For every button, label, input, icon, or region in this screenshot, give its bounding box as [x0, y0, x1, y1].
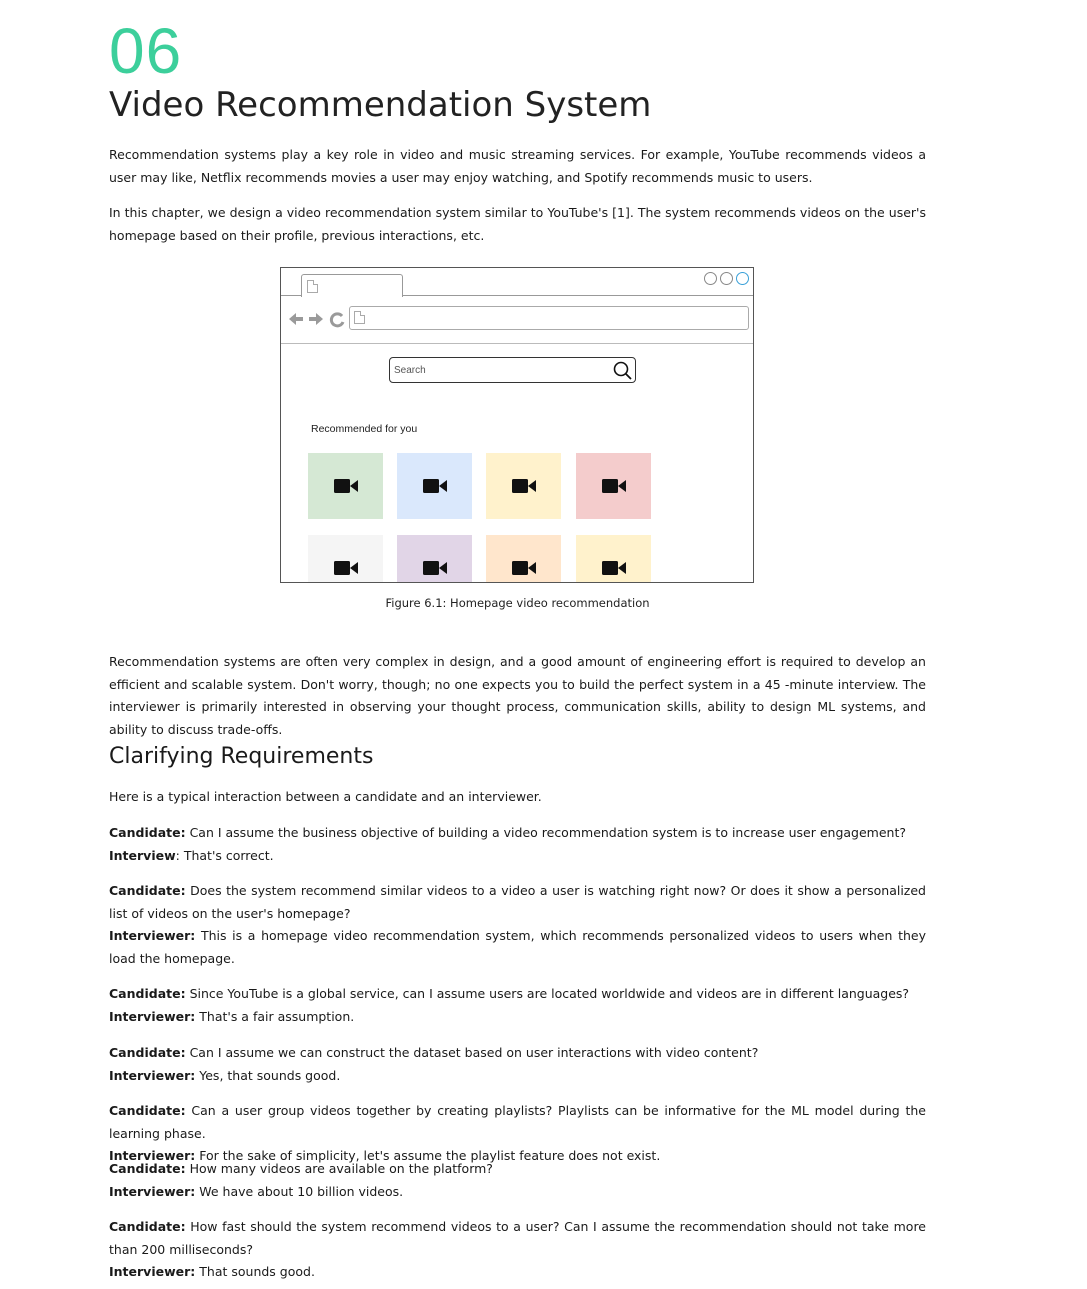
video-camera-icon [423, 560, 447, 576]
candidate-label: Candidate: [109, 1103, 186, 1118]
question-text: How many videos are available on the platform? [189, 1161, 493, 1176]
interviewer-label: Interviewer: [109, 1264, 196, 1279]
video-camera-icon [602, 560, 626, 576]
candidate-question [109, 822, 926, 845]
answer-text: Yes, that sounds good. [199, 1067, 341, 1083]
answer-text: We have about 10 billion videos. [199, 1183, 404, 1199]
interviewer-answer [109, 925, 926, 970]
candidate-question [109, 1216, 926, 1261]
interviewer-answer [109, 1065, 926, 1088]
answer-text: This is a homepage video recommendation system, which recommends personalized videos to users when they load the homepage. [109, 928, 926, 966]
interviewer-answer [109, 845, 926, 868]
window-controls [704, 272, 749, 285]
candidate-label: Candidate: [109, 825, 186, 840]
window-circle-icon [704, 272, 717, 285]
figure-caption: Figure 6.1: Homepage video recommendation [385, 596, 650, 610]
candidate-question [109, 1100, 926, 1145]
candidate-label: Candidate: [109, 1219, 186, 1234]
interviewer-label: Interviewer: [109, 1008, 196, 1024]
candidate-label: Candidate: [109, 986, 186, 1001]
intro-paragraph-1: Recommendation systems play a key role in video and music streaming services. For example, YouTube recommends videos a user may like, Netflix recommends movies a user may enjoy watching, and Spotify recommends music to users. [109, 147, 926, 185]
video-camera-icon [334, 478, 358, 494]
candidate-label: Candidate: [109, 1161, 186, 1176]
section-intro: Here is a typical interaction between a candidate and an interviewer. [109, 789, 542, 804]
reload-icon [331, 314, 343, 326]
toolbar-divider [281, 343, 754, 344]
document-icon [307, 280, 318, 293]
question-text: Since YouTube is a global service, can I assume users are located worldwide and videos are in different languages? [189, 986, 910, 1001]
interviewer-answer [109, 1006, 926, 1029]
answer-text: That's a fair assumption. [199, 1008, 355, 1024]
interviewer-label: Interviewer: [109, 1183, 196, 1199]
video-camera-icon [334, 560, 358, 576]
candidate-question [109, 983, 926, 1006]
interviewer-label: Interview [109, 847, 176, 863]
video-camera-icon [423, 478, 447, 494]
dialogue-exchange [109, 822, 926, 867]
interviewer-label: Interviewer: [109, 1067, 196, 1083]
interviewer-label: Interviewer: [109, 1148, 196, 1163]
question-text: How fast should the system recommend videos to a user? Can I assume the recommendation should not take more than 200 milliseconds? [109, 1219, 926, 1257]
dialogue-exchange [109, 1216, 926, 1284]
dialogue-exchange [109, 983, 926, 1028]
candidate-label: Candidate: [109, 1045, 186, 1060]
video-camera-icon [512, 560, 536, 576]
address-bar [349, 306, 749, 330]
search-box [389, 357, 636, 383]
question-text: Can I assume we can construct the dataset based on user interactions with video content? [189, 1045, 759, 1060]
candidate-question [109, 880, 926, 925]
video-thumbnail [397, 535, 472, 583]
video-camera-icon [512, 478, 536, 494]
body-paragraph: Recommendation systems are often very complex in design, and a good amount of engineering effort is required to develop an efficient and scalable system. Don't worry, though; no one expects you to build the perfect system in a 45 -minute interview. The interviewer is primarily interested in observing your thought process, communication skills, ability to design ML systems, and ability to discuss trade-offs. [109, 654, 926, 737]
interviewer-answer [109, 1261, 926, 1284]
dialogue-exchange [109, 880, 926, 970]
video-thumbnail [397, 453, 472, 519]
question-text: Can I assume the business objective of building a video recommendation system is to increase user engagement? [189, 825, 907, 840]
answer-text: For the sake of simplicity, let's assume the playlist feature does not exist. [199, 1148, 661, 1163]
answer-text: That sounds good. [199, 1264, 315, 1279]
video-thumbnail [576, 453, 651, 519]
section-title: Clarifying Requirements [109, 744, 374, 769]
video-thumbnail [576, 535, 651, 583]
search-icon [613, 361, 633, 381]
video-camera-icon [602, 478, 626, 494]
interviewer-label: Interviewer: [109, 928, 196, 943]
interviewer-answer [109, 1181, 926, 1204]
candidate-question [109, 1042, 926, 1065]
intro-paragraph-2: In this chapter, we design a video recommendation system similar to YouTube's [1]. The system recommends videos on the user's homepage based on their profile, previous interactions, etc. [109, 205, 926, 243]
recommended-label: Recommended for you [311, 423, 418, 435]
video-thumbnail [486, 453, 561, 519]
answer-text: : That's correct. [175, 847, 274, 863]
chapter-title: Video Recommendation System [109, 85, 652, 125]
chapter-number: 06 [109, 15, 183, 87]
document-icon [354, 311, 365, 324]
question-text: Can a user group videos together by creating playlists? Playlists can be informative for the ML model during the learning phase. [109, 1103, 926, 1141]
video-thumbnail [308, 453, 383, 519]
candidate-question [109, 1158, 926, 1181]
video-thumbnail [308, 535, 383, 583]
window-circle-icon [736, 272, 749, 285]
candidate-label: Candidate: [109, 883, 186, 898]
video-thumbnail [486, 535, 561, 583]
window-circle-icon [720, 272, 733, 285]
back-arrow-icon [289, 313, 303, 325]
dialogue-exchange [109, 1158, 926, 1203]
dialogue-exchange [109, 1042, 926, 1087]
search-placeholder: Search [394, 365, 426, 376]
browser-mockup-figure [280, 267, 754, 583]
forward-arrow-icon [309, 313, 323, 325]
nav-buttons [287, 310, 347, 328]
question-text: Does the system recommend similar videos to a video a user is watching right now? Or does it show a personalized list of videos on the user's homepage? [109, 883, 926, 921]
